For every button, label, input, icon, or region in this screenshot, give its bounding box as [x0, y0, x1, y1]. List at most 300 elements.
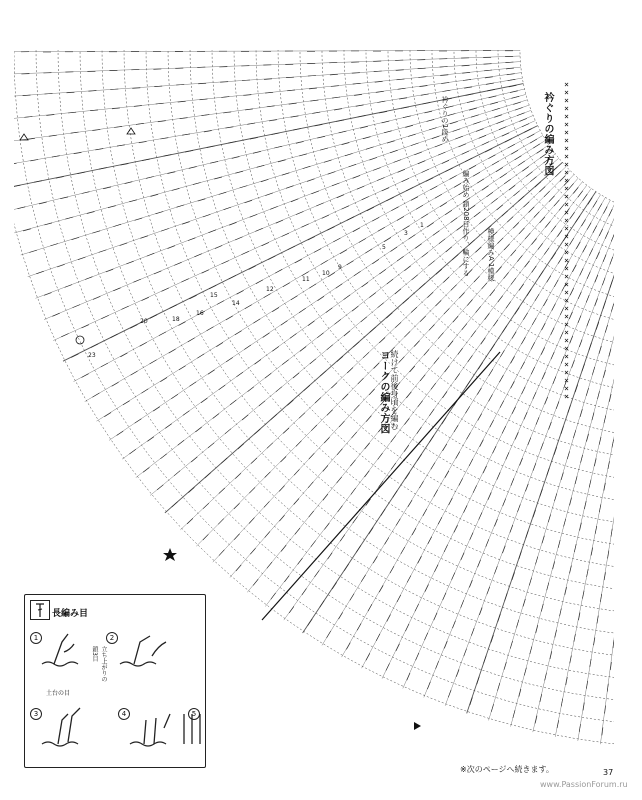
stitch-mark: [403, 116, 411, 118]
stitch-mark: [286, 77, 294, 78]
stitch-mark: [575, 216, 580, 223]
pattern-repeat-note: 模様編みA 1模様: [487, 228, 495, 282]
stitch-mark: [442, 418, 446, 425]
stitch-mark: [532, 239, 537, 245]
stitch-mark: [488, 155, 495, 159]
stitch-mark: [449, 498, 453, 505]
stitch-mark: [493, 446, 497, 453]
stitch-mark: [637, 310, 639, 318]
stitch-mark: [478, 560, 481, 567]
stitch-mark: [264, 23, 272, 24]
stitch-mark: [549, 196, 555, 202]
stitch-mark: [522, 124, 529, 127]
stitch-mark: [603, 370, 605, 378]
stitch-mark: [469, 459, 473, 466]
stitch-mark: [326, 308, 333, 313]
stitch-mark: [548, 515, 550, 523]
stitch-mark: [491, 704, 493, 712]
stitch-mark: [445, 366, 450, 372]
stitch-mark: [412, 275, 418, 280]
stitch-mark: [624, 553, 625, 561]
stitch-mark: [532, 266, 537, 273]
triangle-marker-icon: [414, 722, 421, 730]
yoke-diagram-title: ヨークの編み方図: [378, 350, 389, 434]
stitch-mark: [92, 231, 100, 233]
stitch-mark: [578, 191, 583, 197]
stitch-mark: [519, 551, 522, 559]
stitch-mark: [282, 173, 290, 175]
stitch-mark: [404, 445, 409, 452]
stitch-mark: [519, 284, 524, 291]
chain-start-label: 立ち上がりの鎖3目: [91, 646, 107, 682]
stitch-mark: [265, 92, 273, 93]
stitch-mark: [333, 238, 340, 242]
stitch-mark: [350, 594, 354, 601]
stitch-mark: [271, 414, 277, 419]
stitch-mark: [434, 613, 437, 620]
stitch-mark: [434, 490, 438, 497]
stitch-mark: [366, 147, 374, 149]
stitch-mark: [408, 500, 412, 507]
stitch-mark: [475, 247, 481, 252]
stitch-mark: [533, 510, 536, 518]
stitch-mark: [578, 316, 581, 323]
stitch-mark: [188, 487, 194, 492]
stitch-mark: [541, 604, 543, 612]
stitch-mark: [621, 396, 623, 404]
stitch-mark: [91, 344, 98, 348]
stitch-mark: [574, 634, 576, 642]
page-number: 37: [603, 768, 614, 777]
stitch-mark: [406, 187, 413, 191]
stitch-mark: [286, 186, 294, 189]
stitch-mark: [429, 261, 435, 266]
stitch-mark: [265, 532, 270, 538]
stitch-mark: [323, 494, 328, 500]
stitch-mark: [262, 243, 269, 246]
stitch-mark: [327, 410, 333, 416]
stitch-mark: [353, 83, 361, 84]
stitch-mark: [618, 283, 620, 291]
stitch-mark: [455, 373, 460, 380]
stitch-mark: [335, 319, 341, 324]
stitch-mark: [315, 398, 321, 404]
stitch-mark: [519, 689, 521, 697]
stitch-mark: [157, 485, 163, 490]
stitch-mark: [456, 669, 459, 676]
watermark-text: www.PassionForum.ru: [540, 780, 628, 789]
stitch-mark: [121, 306, 128, 309]
row-number-label: 10: [322, 270, 330, 277]
row-arc: [410, 32, 642, 329]
stitch-mark: [512, 407, 516, 414]
stitch-mark: [304, 385, 310, 390]
stitch-mark: [356, 105, 364, 106]
stitch-mark: [201, 398, 207, 403]
stitch-mark: [226, 316, 233, 320]
stitch-mark: [513, 710, 515, 718]
stitch-mark: [639, 577, 640, 585]
stitch-mark: [414, 152, 422, 155]
stitch-mark: [580, 523, 582, 531]
stitch-mark: [46, 115, 54, 116]
stitch-mark: [202, 270, 209, 273]
step-4-illustration: [130, 714, 170, 746]
stitch-mark: [161, 229, 169, 232]
stitch-mark: [618, 237, 621, 244]
stitch-mark: [515, 308, 520, 315]
stitch-mark: [208, 443, 214, 448]
stitch-mark: [123, 401, 130, 405]
stitch-mark: [311, 425, 317, 431]
stitch-mark: [0, 7, 8, 8]
stitch-mark: [551, 226, 556, 232]
stitch-mark: [253, 151, 261, 153]
stitch-mark: [462, 36, 470, 37]
stitch-mark: [634, 287, 636, 295]
stitch-mark: [106, 269, 113, 272]
stitch-mark: [444, 641, 447, 648]
stitch-mark: [636, 466, 637, 474]
stitch-mark: [82, 192, 90, 194]
stitch-mark: [579, 724, 580, 732]
stitch-mark: [436, 269, 442, 274]
stitch-mark: [420, 316, 426, 322]
stitch-mark: [564, 519, 566, 527]
stitch-mark: [513, 102, 521, 104]
stitch-mark: [443, 391, 448, 398]
stitch-mark: [375, 81, 383, 82]
stitch-mark: [436, 300, 442, 306]
yoke-diagram-note: 続けて前後身頃を編む: [390, 350, 399, 430]
stitch-mark: [567, 451, 569, 459]
stitch-mark: [397, 217, 404, 221]
stitch-mark: [203, 534, 209, 540]
stitch-mark: [113, 224, 121, 226]
stitch-mark: [398, 169, 405, 172]
stitch-mark: [367, 207, 374, 211]
stitch-mark: [451, 218, 458, 223]
stitch-mark: [236, 565, 241, 571]
stitch-mark: [469, 108, 477, 110]
stitch-mark: [300, 347, 306, 352]
stitch-mark: [592, 367, 594, 375]
stitch-mark: [478, 363, 482, 370]
stitch-mark: [629, 686, 630, 694]
stitch-mark: [271, 593, 276, 599]
stitch-mark: [493, 320, 498, 327]
stitch-mark: [293, 129, 301, 131]
stitch-mark: [624, 239, 627, 247]
stitch-mark: [242, 22, 250, 23]
stitch-mark: [435, 565, 439, 572]
row-arc: [80, 12, 642, 659]
stitch-mark: [505, 593, 508, 601]
stitch-mark: [238, 444, 244, 449]
stitch-mark: [444, 308, 450, 314]
stitch-mark: [131, 371, 138, 375]
stitch-mark: [164, 155, 172, 157]
stitch-mark: [237, 372, 244, 377]
stitch-mark: [438, 333, 443, 339]
stitch-mark: [308, 237, 315, 241]
stitch-mark: [198, 19, 206, 20]
stitch-mark: [345, 154, 353, 156]
stitch-mark: [500, 173, 507, 178]
stitch-mark: [462, 324, 467, 330]
stitch-mark: [420, 375, 425, 381]
stitch-mark: [418, 161, 425, 164]
stitch-mark: [511, 278, 516, 284]
stitch-mark: [530, 646, 532, 654]
stitch-mark: [160, 138, 168, 139]
stitch-mark: [627, 531, 628, 539]
stitch-mark: [541, 347, 545, 354]
stitch-mark: [477, 677, 480, 685]
stitch-mark: [150, 315, 157, 319]
stitch-mark: [36, 271, 44, 274]
stitch-mark: [459, 144, 466, 147]
stitch-mark: [482, 186, 489, 191]
stitch-mark: [539, 271, 544, 278]
stitch-mark: [534, 212, 539, 218]
stitch-mark: [316, 203, 323, 206]
stitch-mark: [406, 392, 411, 398]
stitch-mark: [286, 25, 294, 26]
stitch-mark: [580, 409, 582, 417]
stitch-mark: [267, 443, 273, 449]
stitch-mark: [356, 546, 360, 553]
stitch-mark: [308, 76, 316, 77]
stitch-mark: [540, 217, 545, 223]
row-arc: [234, 21, 642, 505]
stitch-mark: [440, 203, 447, 207]
stitch-mark: [607, 684, 608, 692]
stitch-mark: [518, 504, 521, 512]
stitch-mark: [609, 394, 611, 402]
stitch-mark: [639, 355, 640, 363]
stitch-mark: [422, 102, 430, 104]
stitch-mark: [78, 257, 86, 260]
stitch-mark: [386, 197, 393, 201]
stitch-mark: [44, 10, 52, 11]
stitch-mark: [272, 347, 279, 352]
stitch-mark: [473, 122, 481, 125]
stitch-mark: [482, 142, 489, 145]
row-number-label: 3: [404, 230, 408, 237]
stitch-mark: [629, 353, 631, 361]
stitch-mark: [291, 199, 298, 202]
stitch-mark: [489, 96, 497, 98]
stitch-mark: [90, 110, 98, 111]
stitch-mark: [479, 512, 482, 519]
stitch-mark: [490, 344, 494, 351]
stitch-mark: [366, 653, 370, 660]
stitch-mark: [603, 255, 606, 262]
stitch-mark: [369, 293, 375, 298]
stitch-mark: [633, 332, 635, 340]
collar-start-note: 編み始め 鎖208目作り、輪にする: [462, 170, 470, 277]
stitch-mark: [174, 262, 181, 265]
stitch-mark: [82, 325, 89, 328]
stitch-mark: [208, 370, 215, 374]
stitch-mark: [611, 529, 612, 537]
stitch-mark: [140, 236, 148, 239]
stitch-mark: [281, 457, 287, 463]
stitch-mark: [382, 188, 389, 191]
stitch-mark: [219, 385, 226, 390]
stitch-mark: [430, 186, 437, 190]
stitch-mark: [382, 121, 390, 123]
stitch-mark: [477, 179, 484, 183]
stitch-mark: [344, 331, 350, 336]
stitch-mark: [332, 582, 336, 589]
stitch-mark: [529, 578, 531, 586]
stitch-mark: [405, 125, 413, 127]
stitch-mark: [85, 277, 92, 280]
stitch-mark: [339, 612, 343, 619]
stitch-mark: [446, 247, 452, 252]
stitch-mark: [311, 191, 319, 194]
stitch-mark: [616, 618, 617, 626]
stitch-mark: [589, 343, 592, 351]
stitch-mark: [318, 296, 325, 301]
stitch-mark: [633, 487, 634, 495]
radial-line: [0, 6, 520, 39]
stitch-mark: [373, 556, 377, 563]
radial-line: [578, 218, 642, 741]
stitch-mark: [342, 394, 348, 400]
stitch-mark: [535, 716, 537, 724]
stitch-mark: [315, 570, 320, 577]
stitch-mark: [467, 101, 475, 103]
stitch-mark: [172, 188, 180, 190]
stitch-mark: [573, 430, 575, 438]
stitch-mark: [637, 220, 639, 228]
stitch-mark: [167, 172, 175, 174]
stitch-mark: [346, 643, 350, 650]
stitch-mark: [207, 327, 214, 331]
stitch-mark: [611, 234, 614, 241]
stitch-mark: [140, 342, 147, 346]
stitch-mark: [630, 509, 631, 517]
stitch-mark: [203, 214, 211, 217]
step-number-1: 1: [30, 632, 42, 644]
stitch-mark: [219, 192, 227, 194]
stitch-mark: [23, 95, 31, 96]
stitch-mark: [579, 340, 582, 348]
stitch-mark: [396, 644, 400, 651]
stitch-mark: [332, 183, 340, 186]
stitch-mark: [555, 493, 557, 501]
stitch-mark: [178, 101, 186, 102]
stitch-mark: [597, 616, 598, 624]
stitch-mark: [495, 566, 498, 574]
stitch-mark: [638, 444, 639, 452]
stitch-mark: [265, 472, 271, 478]
stitch-mark: [264, 501, 269, 507]
stitch-mark: [535, 182, 541, 187]
stitch-mark: [267, 562, 272, 568]
stitch-mark: [568, 405, 571, 413]
stitch-mark: [387, 141, 395, 143]
stitch-mark: [368, 604, 372, 611]
stitch-mark: [599, 229, 603, 236]
row-number-label: 12: [266, 286, 274, 293]
stitch-mark: [24, 117, 32, 118]
stitch-mark: [66, 11, 74, 12]
stitch-mark: [625, 375, 627, 383]
stitch-mark: [424, 349, 429, 355]
stitch-mark: [556, 401, 559, 409]
stitch-mark: [156, 212, 164, 214]
stitch-mark: [557, 720, 559, 728]
stitch-mark: [170, 305, 177, 309]
stitch-mark: [587, 434, 589, 442]
stitch-mark: [524, 668, 526, 676]
stitch-mark: [200, 99, 208, 100]
stitch-mark: [522, 167, 528, 172]
stitch-mark: [498, 296, 503, 302]
stitch-mark: [268, 256, 275, 260]
stitch-mark: [179, 366, 186, 370]
stitch-mark: [218, 519, 224, 525]
stitch-mark: [499, 375, 503, 382]
stitch-mark: [226, 127, 234, 128]
row-arc: [256, 23, 642, 483]
stitch-mark: [525, 261, 530, 267]
stitch-mark: [320, 148, 328, 150]
stitch-mark: [454, 525, 458, 532]
stitch-mark: [473, 486, 477, 493]
stitch-mark: [454, 183, 461, 187]
stitch-mark: [477, 388, 481, 395]
stitch-mark: [470, 697, 473, 705]
stitch-mark: [504, 179, 511, 184]
stitch-mark: [362, 197, 369, 200]
stitch-mark: [427, 119, 435, 121]
stitch-mark: [417, 427, 422, 434]
stitch-mark: [485, 313, 490, 319]
stitch-mark: [461, 600, 464, 607]
stitch-mark: [5, 141, 13, 142]
stitch-mark: [468, 355, 473, 362]
stitch-mark: [490, 102, 498, 104]
stitch-mark: [535, 294, 539, 301]
stitch-mark: [593, 226, 597, 233]
stitch-mark: [428, 537, 432, 544]
stitch-mark: [337, 449, 342, 455]
stitch-mark: [253, 579, 258, 585]
stitch-mark: [614, 373, 616, 381]
stitch-mark: [631, 664, 632, 672]
stitch-mark: [620, 306, 622, 314]
stitch-mark: [531, 367, 535, 374]
stitch-mark: [636, 377, 637, 385]
stitch-mark: [589, 480, 591, 488]
stitch-mark: [502, 326, 506, 333]
stitch-mark: [82, 374, 89, 378]
stitch-mark: [504, 244, 510, 250]
stitch-mark: [545, 397, 548, 404]
stitch-mark: [373, 168, 381, 171]
stitch-mark: [374, 30, 382, 31]
stitch-mark: [52, 313, 59, 316]
stitch-mark: [350, 460, 355, 466]
stitch-mark: [374, 71, 382, 72]
stitch-mark: [448, 341, 453, 347]
stitch-mark: [340, 535, 345, 542]
